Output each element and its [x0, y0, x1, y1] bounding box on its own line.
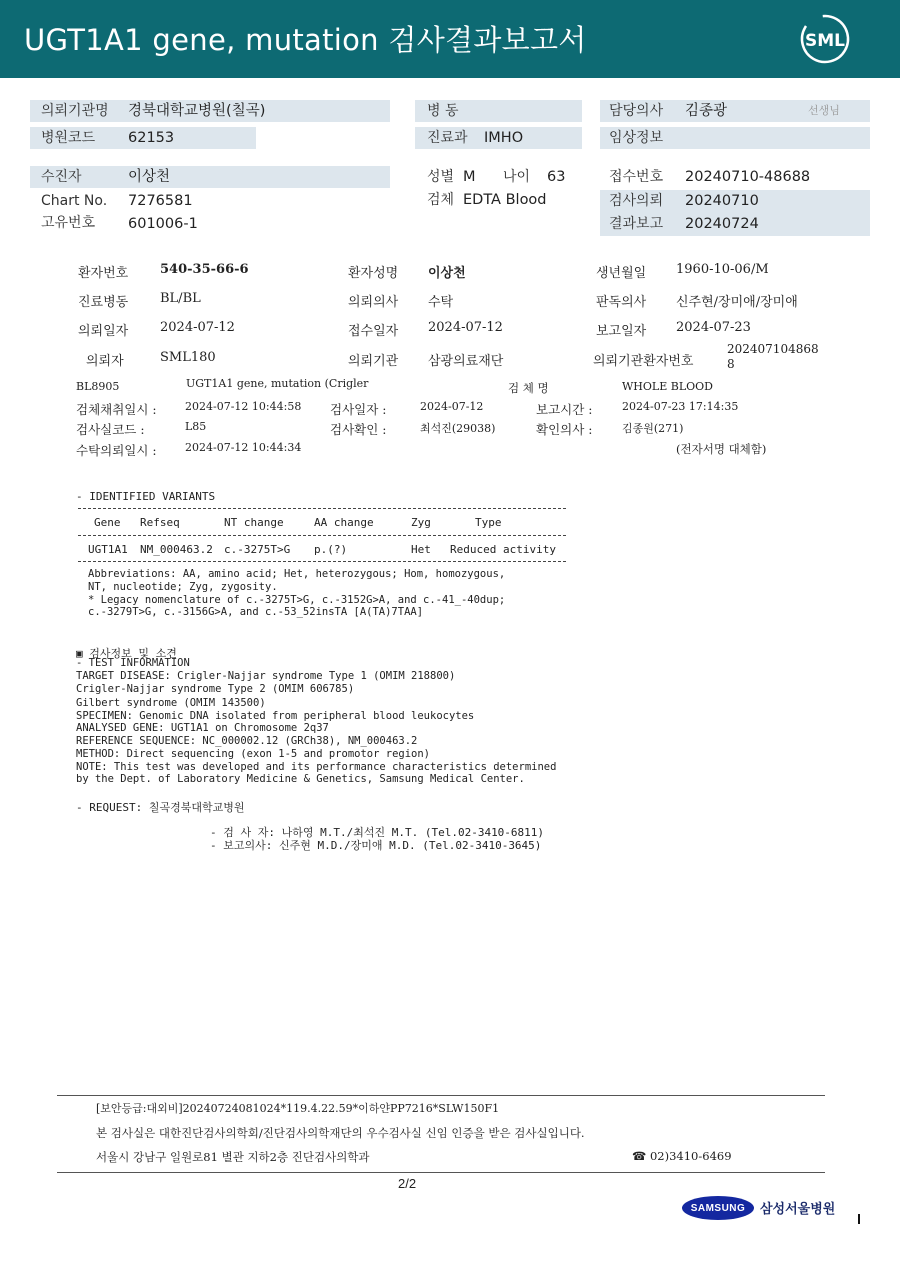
patient-label: 수진자	[41, 169, 82, 185]
cell-gene: UGT1A1	[88, 543, 128, 556]
col-header-type: Type	[475, 516, 502, 529]
address-line: 서울시 강남구 일원로81 별관 지하2층 진단검사의학과	[96, 1150, 370, 1164]
divider	[78, 535, 566, 536]
patient-no-label: 환자번호	[78, 266, 129, 281]
org-patient-no-label: 의뢰기관환자번호	[593, 354, 694, 369]
requester-value: SML180	[160, 350, 216, 365]
request-org-label: 의뢰기관명	[41, 103, 109, 119]
sex-value: M	[463, 169, 476, 185]
age-value: 63	[547, 169, 566, 185]
hospital-name: 삼성서울병원	[760, 1202, 836, 1217]
birth-value: 1960-10-06/M	[676, 262, 769, 277]
dept-label: 진료과	[427, 130, 468, 146]
page-number: 2/2	[398, 1176, 417, 1191]
ward-label: 병 동	[427, 103, 459, 119]
phone-line: ☎ 02)3410-6469	[632, 1149, 732, 1163]
ward-grid-label: 진료병동	[78, 295, 129, 310]
sex-label: 성별	[427, 169, 455, 185]
report-date-value: 2024-07-23	[676, 320, 751, 335]
col-header-zyg: Zyg	[411, 516, 431, 529]
confirm-value: 최석진(29038)	[420, 422, 496, 435]
cell-nt: c.-3275T>G	[224, 543, 291, 556]
confirm-doc-value: 김종원(271)	[622, 422, 684, 435]
chart-value: 7276581	[128, 193, 193, 209]
receipt-date-value: 2024-07-12	[428, 320, 503, 335]
reading-doctor-value: 신주현/장미애/장미애	[676, 295, 798, 310]
request-date-value: 2024-07-12	[160, 320, 235, 335]
abbr-line: c.-3279T>G, c.-3156G>A, and c.-53_52insTA [A(TA)7TAA]	[88, 606, 424, 618]
hospital-code-label: 병원코드	[41, 130, 96, 146]
cell-aa: p.(?)	[314, 543, 348, 556]
specimen-name-label: 검 체 명	[508, 381, 549, 395]
cell-type: Reduced activity	[450, 543, 556, 556]
test-req-value: 20240710	[685, 193, 759, 209]
divider	[78, 508, 566, 509]
confirm-label: 검사확인 :	[330, 422, 387, 437]
age-label: 나이	[503, 169, 531, 185]
lab-code-label: 검사실코드 :	[76, 422, 145, 437]
test-info-line: Crigler-Najjar syndrome Type 2 (OMIM 606785)	[76, 683, 355, 695]
clinical-label: 임상정보	[609, 130, 664, 146]
outsource-value: 2024-07-12 10:44:34	[185, 441, 302, 454]
receipt-value: 20240710-48688	[685, 169, 811, 185]
col-header-nt: NT change	[224, 516, 284, 529]
esign-note: (전자서명 대체함)	[676, 442, 767, 456]
divider	[78, 561, 566, 562]
patient-value: 이상천	[128, 169, 171, 185]
requester-label: 의뢰자	[86, 354, 124, 369]
report-time-value: 2024-07-23 17:14:35	[622, 400, 739, 413]
hospital-code-value: 62153	[128, 130, 175, 146]
test-date-value: 2024-07-12	[420, 400, 484, 413]
ward-grid-value: BL/BL	[160, 291, 201, 306]
cell-refseq: NM_000463.2	[140, 543, 213, 556]
footer-divider	[57, 1172, 825, 1173]
abbr-line: NT, nucleotide; Zyg, zygosity.	[88, 581, 278, 593]
req-org-value: 삼광의료재단	[428, 354, 504, 369]
abbr-line: * Legacy nomenclature of c.-3275T>G, c.-3152G>A, and c.-41_-40dup;	[88, 594, 506, 606]
receipt-date-label: 접수일자	[348, 324, 399, 339]
report-title: UGT1A1 gene, mutation 검사결과보고서	[24, 23, 587, 57]
cell-zyg: Het	[411, 543, 431, 556]
reading-doctor-label: 판독의사	[596, 295, 647, 310]
unique-value: 601006-1	[128, 216, 198, 232]
test-info-line: Gilbert syndrome (OMIM 143500)	[76, 697, 266, 709]
test-code: BL8905	[76, 380, 120, 393]
test-name: UGT1A1 gene, mutation (Crigler	[186, 377, 369, 390]
variants-section-title: - IDENTIFIED VARIANTS	[76, 490, 216, 503]
test-info-line: ANALYSED GENE: UGT1A1 on Chromosome 2q37	[76, 722, 329, 734]
col-header-aa: AA change	[314, 516, 374, 529]
test-date-label: 검사일자 :	[330, 402, 387, 417]
result-label: 결과보고	[609, 216, 664, 232]
patient-name-label: 환자성명	[348, 266, 399, 281]
tester-line: - 검 사 자: 나하영 M.T./최석진 M.T. (Tel.02-3410-6811)	[210, 826, 545, 839]
collect-label: 검체채취일시 :	[76, 402, 157, 417]
test-info-line: SPECIMEN: Genomic DNA isolated from peripheral blood leukocytes	[76, 710, 475, 722]
specimen-label: 검체	[427, 192, 455, 208]
security-line: [보안등급:대외비]20240724081024*119.4.22.59*이하얀PP7216*SLW150F1	[96, 1102, 500, 1115]
test-info-line: TARGET DISEASE: Crigler-Najjar syndrome Type 1 (OMIM 218800)	[76, 670, 456, 682]
test-info-line: REFERENCE SEQUENCE: NC_000002.12 (GRCh38), NM_000463.2	[76, 735, 418, 747]
sml-logo-text: SML	[805, 31, 845, 51]
birth-label: 생년월일	[596, 266, 647, 281]
col-header-gene: Gene	[94, 516, 121, 529]
unique-label: 고유번호	[41, 215, 96, 231]
collect-value: 2024-07-12 10:44:58	[185, 400, 302, 413]
req-doctor-label: 의뢰의사	[348, 295, 399, 310]
report-date-label: 보고일자	[596, 324, 647, 339]
cert-line: 본 검사실은 대한진단검사의학회/진단검사의학재단의 우수검사실 신임 인증을 받은 검사실입니다.	[96, 1126, 585, 1140]
req-doctor-value: 수탁	[428, 295, 454, 310]
doctor-value: 김종광	[685, 103, 728, 119]
doctor-label: 담당의사	[609, 103, 664, 119]
report-time-label: 보고시간 :	[536, 402, 593, 417]
test-info-line: NOTE: This test was developed and its performance characteristics determined	[76, 761, 557, 773]
doctor-suffix: 선생님	[808, 104, 840, 117]
request-line: - REQUEST: 칠곡경북대학교병원	[76, 801, 245, 814]
footer-divider	[57, 1095, 825, 1096]
reporter-line: - 보고의사: 신주현 M.D./장미애 M.D. (Tel.02-3410-3645)	[210, 839, 542, 852]
outsource-label: 수탁의뢰일시 :	[76, 443, 157, 458]
col-header-refseq: Refseq	[140, 516, 180, 529]
test-info-line: by the Dept. of Laboratory Medicine & Genetics, Samsung Medical Center.	[76, 773, 525, 785]
req-org-label: 의뢰기관	[348, 354, 399, 369]
test-info-line: METHOD: Direct sequencing (exon 1-5 and promotor region)	[76, 748, 431, 760]
sml-logo-icon	[798, 12, 852, 66]
request-date-label: 의뢰일자	[78, 324, 129, 339]
test-info-heading: ▣ 검사정보 및 소견	[76, 647, 177, 660]
org-patient-no-value: 202407104868	[727, 342, 819, 356]
abbr-line: Abbreviations: AA, amino acid; Het, heterozygous; Hom, homozygous,	[88, 568, 506, 580]
confirm-doc-label: 확인의사 :	[536, 422, 593, 437]
patient-name-value: 이상천	[428, 266, 466, 281]
test-info-line: - TEST INFORMATION	[76, 657, 190, 669]
test-req-label: 검사의뢰	[609, 193, 664, 209]
specimen-name-value: WHOLE BLOOD	[622, 380, 713, 393]
request-org-value: 경북대학교병원(칠곡)	[128, 103, 266, 119]
result-value: 20240724	[685, 216, 759, 232]
chart-label: Chart No.	[41, 193, 108, 209]
samsung-logo	[682, 1196, 754, 1220]
receipt-label: 접수번호	[609, 169, 664, 185]
lab-code-value: L85	[185, 420, 207, 433]
org-patient-no-value-wrap: 8	[727, 357, 735, 371]
patient-no-value: 540-35-66-6	[160, 262, 249, 277]
info-bar	[30, 166, 390, 188]
specimen-value: EDTA Blood	[463, 192, 547, 208]
report-header	[0, 0, 900, 78]
samsung-logo-text: SAMSUNG	[690, 1202, 746, 1214]
page-mark	[858, 1214, 860, 1224]
dept-value: IMHO	[484, 130, 524, 146]
